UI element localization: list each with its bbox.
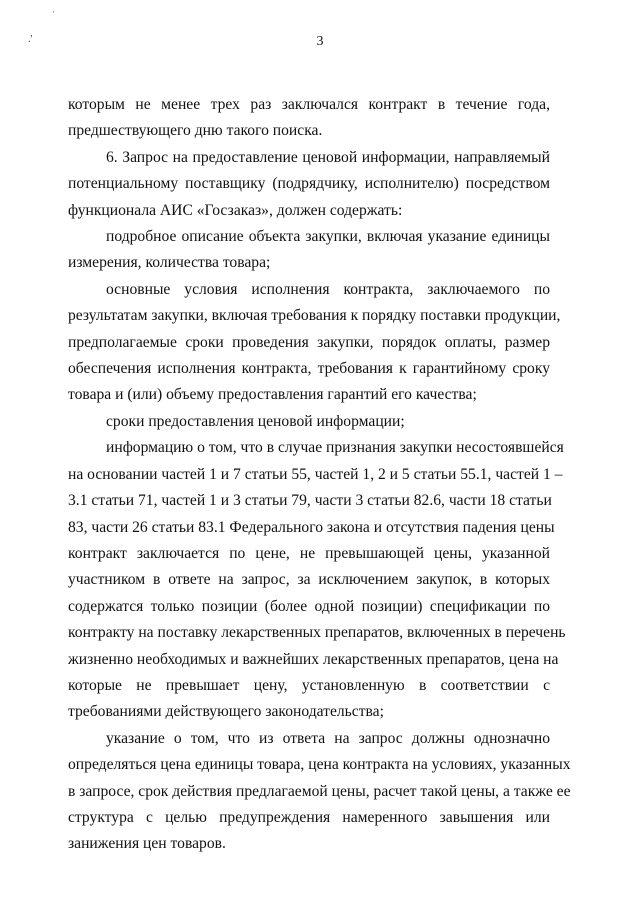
text-line: 3.1 статьи 71, частей 1 и 3 статьи 79, части 3 статьи 82.6, части 18 статьи: [68, 492, 552, 510]
text-line: результатам закупки, включая требования к порядку поставки продукции,: [68, 307, 561, 325]
text-line: участником в ответе на запрос, за исключением закупок, в которых: [68, 571, 550, 589]
text-line: контракт заключается по цене, не превышающей цены, указанной: [68, 544, 550, 562]
text-line: указание о том, что из ответа на запрос должны однозначно: [106, 729, 550, 747]
text-line: основные условия исполнения контракта, заключаемого по: [106, 280, 550, 298]
text-line: потенциальному поставщику (подрядчику, исполнителю) посредством: [68, 175, 550, 193]
text-line: структура с целью предупреждения намеренного завышения или: [68, 808, 550, 826]
text-line: предшествующего дню такого поиска.: [68, 122, 323, 140]
text-line: товара и (или) объему предоставления гарантий его качества;: [68, 386, 477, 404]
text-line: содержатся только позиции (более одной позиции) спецификации по: [68, 597, 550, 615]
page-number: 3: [316, 34, 324, 49]
text-line: контракту на поставку лекарственных препаратов, включенных в перечень: [68, 624, 566, 642]
document-body: [68, 92, 571, 858]
text-line: 6. Запрос на предоставление ценовой информации, направляемый: [106, 148, 550, 166]
text-line: которым не менее трех раз заключался контракт в течение года,: [68, 96, 550, 113]
text-line: требованиями действующего законодательства;: [68, 703, 384, 721]
paragraph-failed-procurement-info: [68, 435, 566, 725]
text-line: в запросе, срок действия предлагаемой цены, расчет такой цены, а также ее: [68, 782, 571, 800]
text-line: занижения цен товаров.: [68, 835, 226, 853]
text-line: функционала АИС «Госзаказ», должен содержать:: [68, 201, 403, 219]
paragraph-continuation: [68, 92, 550, 145]
paragraph-price-info-deadlines: [68, 409, 550, 435]
text-line: на основании частей 1 и 7 статьи 55, частей 1, 2 и 5 статьи 55.1, частей 1 –: [68, 465, 563, 483]
text-line: измерения, количества товара;: [68, 254, 271, 272]
scan-speck: .': [28, 34, 33, 45]
scan-speck: ˈ: [52, 10, 56, 21]
paragraph-price-determination: [68, 726, 571, 858]
paragraph-contract-conditions: [68, 277, 561, 409]
text-line: информацию о том, что в случае признания закупки несостоявшейся: [106, 439, 564, 457]
text-line: подробное описание объекта закупки, включая указание единицы: [106, 228, 550, 246]
text-line: сроки предоставления ценовой информации;: [106, 412, 405, 430]
text-line: предполагаемые сроки проведения закупки, порядок оплаты, размер: [68, 333, 550, 351]
text-line: определяться цена единицы товара, цена контракта на условиях, указанных: [68, 756, 571, 774]
paragraph-item-6: [68, 145, 550, 224]
paragraph-object-description: [68, 224, 550, 277]
text-line: 83, части 26 статьи 83.1 Федерального закона и отсутствия падения цены: [68, 518, 555, 536]
text-line: жизненно необходимых и важнейших лекарственных препаратов, цена на: [68, 650, 559, 668]
text-line: обеспечения исполнения контракта, требования к гарантийному сроку: [68, 360, 550, 378]
text-line: которые не превышает цену, установленную в соответствии с: [68, 676, 550, 694]
